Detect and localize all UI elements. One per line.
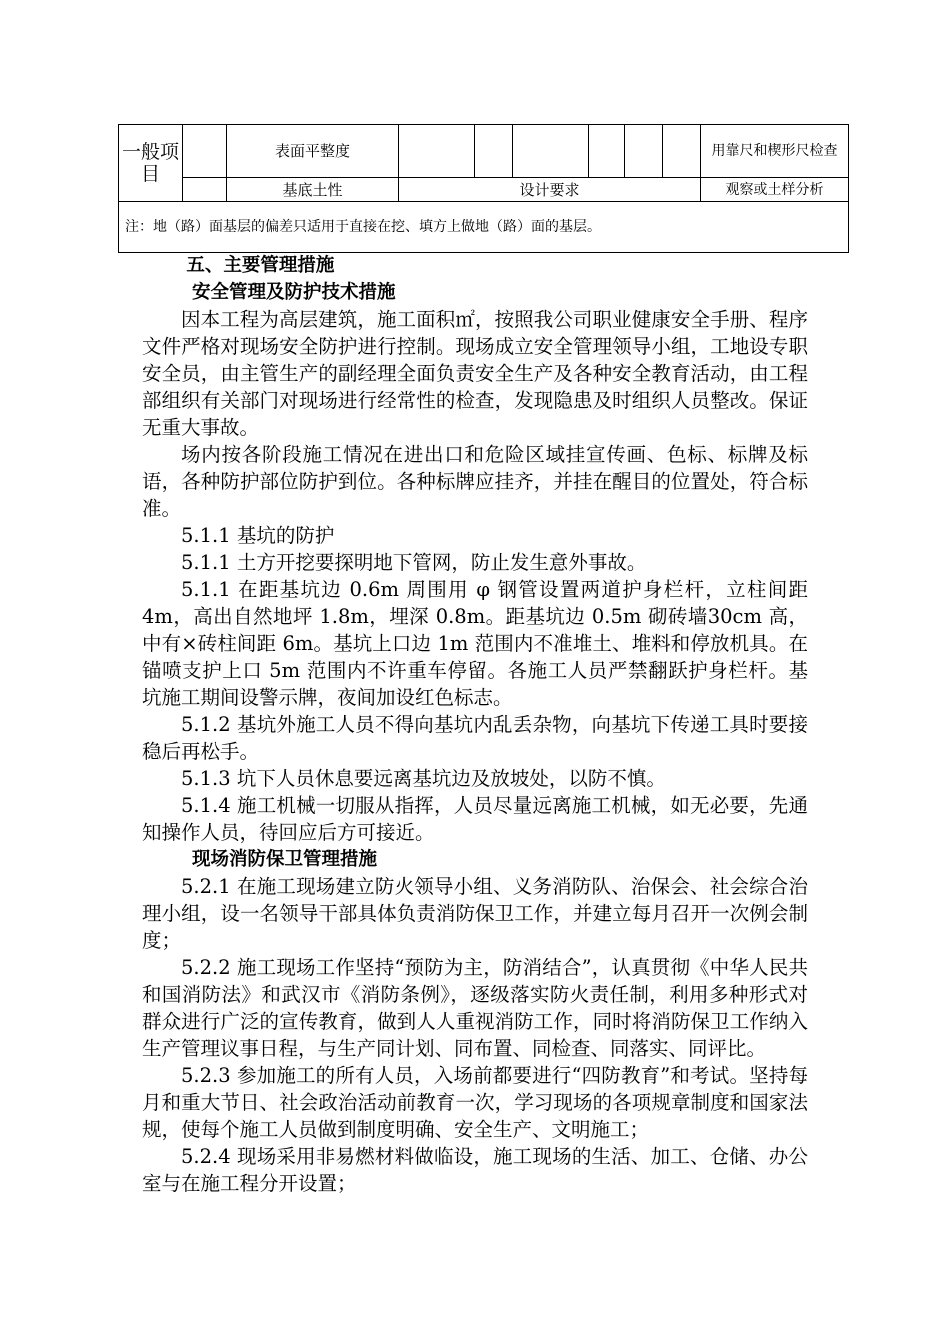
paragraph: 因本工程为高层建筑，施工面积㎡，按照我公司职业健康安全手册、程序文件严格对现场安全防护进行控制。现场成立安全管理领导小组，工地设专职安全员，由主管生产的副经理全面负责安全生产及各种安全教育活动，由工程部组织有关部门对现场进行经常性的检查，发现隐患及时组织人员整改。保证无重大事故。 <box>142 308 808 439</box>
blank-cell <box>183 178 227 202</box>
item-cell: 表面平整度 <box>227 125 399 178</box>
inspection-table <box>118 124 849 253</box>
value-cell <box>625 125 663 178</box>
paragraph: 5.2.3 参加施工的所有人员，入场前都要进行“四防教育”和考试。坚持每月和重大节日、社会政治活动前教育一次，学习现场的各项规章制度和国家法规，使每个施工人员做到制度明确、安全生产、文明施工； <box>142 1064 808 1141</box>
paragraph: 5.2.1 在施工现场建立防火领导小组、义务消防队、治保会、社会综合治理小组，设一名领导干部具体负责消防保卫工作，并建立每月召开一次例会制度； <box>142 875 808 952</box>
requirement-cell: 设计要求 <box>399 178 701 202</box>
paragraph: 5.1.3 坑下人员休息要远离基坑边及放坡处，以防不慎。 <box>181 767 666 790</box>
paragraph: 5.2.4 现场采用非易燃材料做临设，施工现场的生活、加工、仓储、办公室与在施工程分开设置； <box>142 1145 808 1195</box>
paragraph: 场内按各阶段施工情况在进出口和危险区域挂宣传画、色标、标牌及标语，各种防护部位防护到位。各种标牌应挂齐，并挂在醒目的位置处，符合标准。 <box>142 443 808 520</box>
section-heading: 五、主要管理措施 <box>186 255 335 276</box>
table-note: 注：地（路）面基层的偏差只适用于直接在挖、填方上做地（路）面的基层。 <box>119 202 849 253</box>
table-row <box>119 125 849 178</box>
value-cell <box>663 125 701 178</box>
paragraph: 5.1.2 基坑外施工人员不得向基坑内乱丢杂物，向基坑下传递工具时要接稳后再松手。 <box>142 713 808 763</box>
table-row <box>119 178 849 202</box>
table-row <box>119 202 849 253</box>
subsection-heading: 安全管理及防护技术措施 <box>191 282 396 303</box>
value-cell <box>513 125 589 178</box>
paragraph: 5.1.1 土方开挖要探明地下管网，防止发生意外事故。 <box>181 551 647 574</box>
paragraph: 5.1.1 基坑的防护 <box>181 524 335 547</box>
paragraph: 5.1.1 在距基坑边 0.6m 周围用 φ 钢管设置两道护身栏杆，立柱间距 4m，高出自然地坪 1.8m，埋深 0.8m。距基坑边 0.5m 砌砖墙30cm 高，中有×砖柱间距 6m。基坑上口边 1m 范围内不准堆土、堆料和停放机具。在锚喷支护上口 5m 范围内不许重车停留。各施工人员严禁翻跃护身栏杆。基坑施工期间设警示牌，夜间加设红色标志。 <box>142 578 808 709</box>
value-cell <box>475 125 513 178</box>
value-cell <box>399 125 475 178</box>
check-method-cell: 用靠尺和楔形尺检查 <box>701 125 849 178</box>
paragraph: 5.2.2 施工现场工作坚持“预防为主，防消结合”，认真贯彻《中华人民共和国消防法》和武汉市《消防条例》，逐级落实防火责任制，利用多种形式对群众进行广泛的宣传教育，做到人人重视消防工作，同时将消防保卫工作纳入生产管理议事日程，与生产同计划、同布置、同检查、同落实、同评比。 <box>142 956 808 1060</box>
blank-cell <box>183 125 227 178</box>
value-cell <box>589 125 625 178</box>
subsection-heading: 现场消防保卫管理措施 <box>191 849 377 870</box>
check-method-cell: 观察或土样分析 <box>701 178 849 202</box>
document-body <box>142 252 808 1197</box>
category-cell: 一般项目 <box>119 125 183 202</box>
paragraph: 5.1.4 施工机械一切服从指挥，人员尽量远离施工机械，如无必要，先通知操作人员，待回应后方可接近。 <box>142 794 808 844</box>
item-cell: 基底土性 <box>227 178 399 202</box>
